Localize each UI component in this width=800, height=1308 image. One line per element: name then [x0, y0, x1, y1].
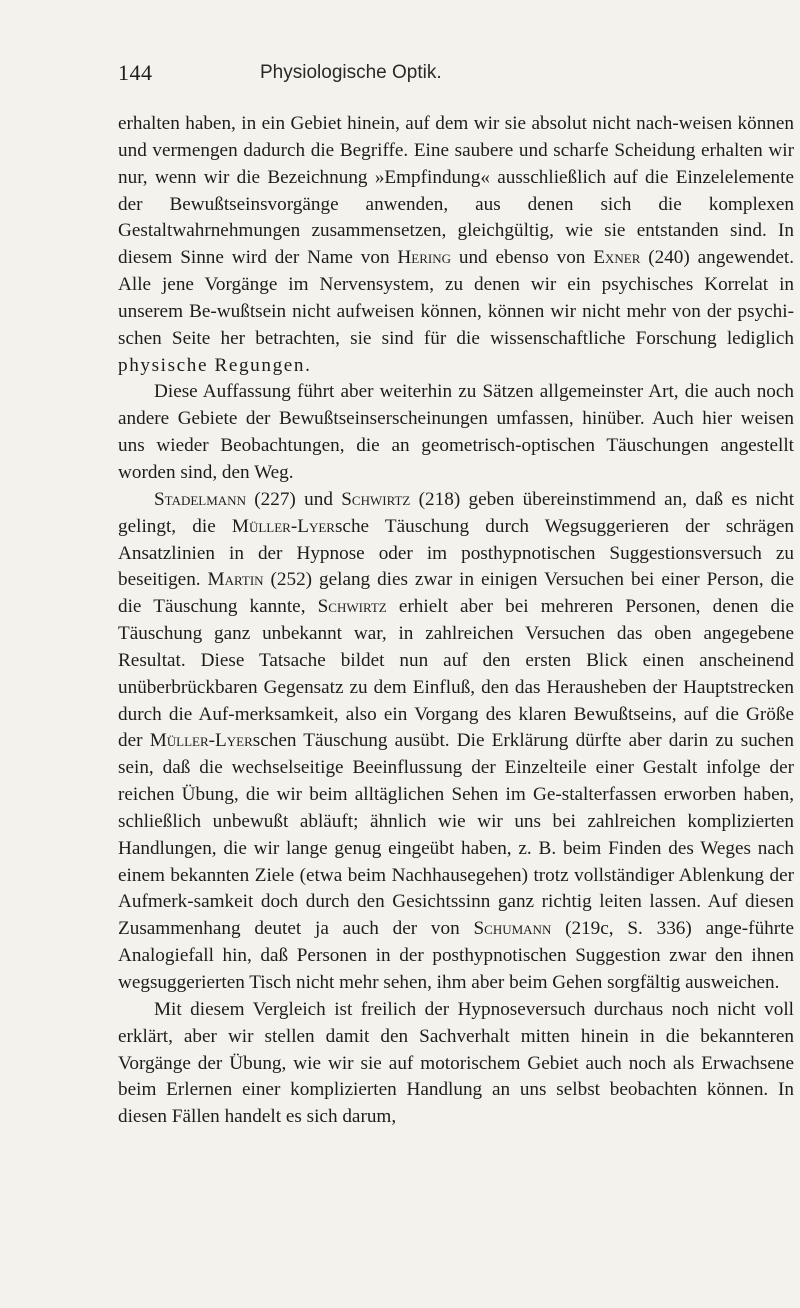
- paragraph-2: Diese Auffassung führt aber weiterhin zu Sätzen allgemeinster Art, die auch noch andere Gebiete der Bewußtseinserscheinungen umfassen, hinüber. Auch hier weisen uns wieder Beobachtungen, die an geometrisch-optischen Täuschungen angestellt worden sind, den Weg.: [118, 381, 794, 483]
- p3-text-4: (252) gelang dies zwar in einigen Versuchen bei einer Person, die die Täuschung kannte,: [118, 569, 795, 618]
- author-schumann: Schumann: [473, 918, 552, 940]
- p3-text-3: sche Täuschung durch Wegsuggerieren der schrägen Ansatzlinien in der Hypnose oder im posthypnotischen Suggestionsversuch zu beseitigen.: [118, 515, 795, 591]
- paragraph-1: [118, 111, 794, 379]
- p1-text-4: .: [305, 354, 310, 376]
- author-schwirtz: Schwirtz: [341, 488, 411, 510]
- p3-text-2: (218) geben übereinstimmend an, daß es nicht gelingt, die: [118, 488, 795, 537]
- author-mueller-lyer-2: Müller-Lyer: [149, 730, 253, 752]
- p1-text-1: erhalten haben, in ein Gebiet hinein, auf dem wir sie absolut nicht nach-weisen können und vermengen dadurch die Begriffe. Eine saubere und scharfe Scheidung erhalten wir nur, wenn wir die Bezeichnung »Empfindung« ausschließlich auf die Einzelelemente der Bewußtseinsvorgänge anwenden, aus denen sich die komplexen Gestaltwahrnehmungen zusammensetzen, gleichgültig, wie sie entstanden sind. In diesem Sinne wird der Name von: [118, 113, 794, 269]
- paragraph-4: Mit diesem Vergleich ist freilich der Hypnoseversuch durchaus noch nicht voll erklärt, aber wir stellen damit den Sachverhalt mitten hinein in die bekannteren Vorgänge der Übung, wie wir sie auf motorischem Gebiet auch noch als Erwachsene beim Erlernen einer komplizierten Handlung an uns selbst beobachten können. In diesen Fällen handelt es sich darum,: [118, 998, 794, 1128]
- p1-text-3: (240) angewendet. Alle jene Vorgänge im Nervensystem, zu denen wir ein psychisches Korrelat in unserem Be-wußtsein nicht aufweisen können, können wir nicht mehr von der psychi-schen Seite her betrachten, sie sind für die wissenschaftliche Forschung lediglich: [118, 247, 795, 349]
- paragraph-3: [118, 487, 794, 997]
- running-title: Physiologische Optik.: [260, 62, 442, 83]
- p3-text-7: (219c, S. 336) ange-führte Analogiefall hin, daß Personen in der posthypnotischen Suggestion zwar den ihnen wegsuggerierten Tisch nicht mehr sehen, ihm aber beim Gehen sorgfältig ausweichen.: [118, 918, 794, 993]
- p3-text-5: erhielt aber bei mehreren Personen, denen die Täuschung ganz unbekannt war, in zahlreichen Versuchen das oben angegebene Resultat. Diese Tatsache bildet nun auf den ersten Blick einen anscheinend unüberbrückbaren Gegensatz zu dem Einfluß, den das Herausheben der Hauptstrecken durch die Auf-merksamkeit, also ein Vorgang des klaren Bewußtseins, auf die Größe der: [118, 596, 794, 752]
- author-schwirtz-2: Schwirtz: [317, 596, 387, 618]
- page-number: 144: [118, 60, 153, 85]
- author-martin: Martin: [207, 569, 264, 591]
- body-text: [118, 111, 794, 1131]
- p3-text-6: schen Täuschung ausübt. Die Erklärung dürfte aber darin zu suchen sein, daß die wechselseitige Beeinflussung der Einzelteile einer Gestalt infolge der reichen Übung, die wir beim alltäglichen Sehen im Ge-stalterfassen erworben haben, schließlich unbewußt abläuft; ähnlich wie wir uns bei zahlreichen komplizierten Handlungen, die wir lange genug eingeübt haben, z. B. beim Finden des Weges nach einem bekannten Ziele (etwa beim Nachhausegehen) trotz vollständiger Ablenkung der Aufmerk-samkeit doch durch den Gesichtssinn ganz richtig leiten lassen. Auf diesen Zusammenhang deutet ja auch der von: [118, 730, 795, 940]
- author-exner: Exner: [593, 247, 641, 269]
- author-hering: Hering: [397, 247, 451, 269]
- author-mueller-lyer: Müller-Lyer: [231, 515, 335, 537]
- author-stadelmann: Stadelmann: [154, 488, 246, 510]
- p3-text-1: (227) und: [254, 488, 333, 510]
- emphasis-physische-regungen: physische Regungen: [118, 354, 306, 376]
- p1-text-2: und ebenso von: [458, 247, 586, 269]
- page-header: [118, 60, 778, 90]
